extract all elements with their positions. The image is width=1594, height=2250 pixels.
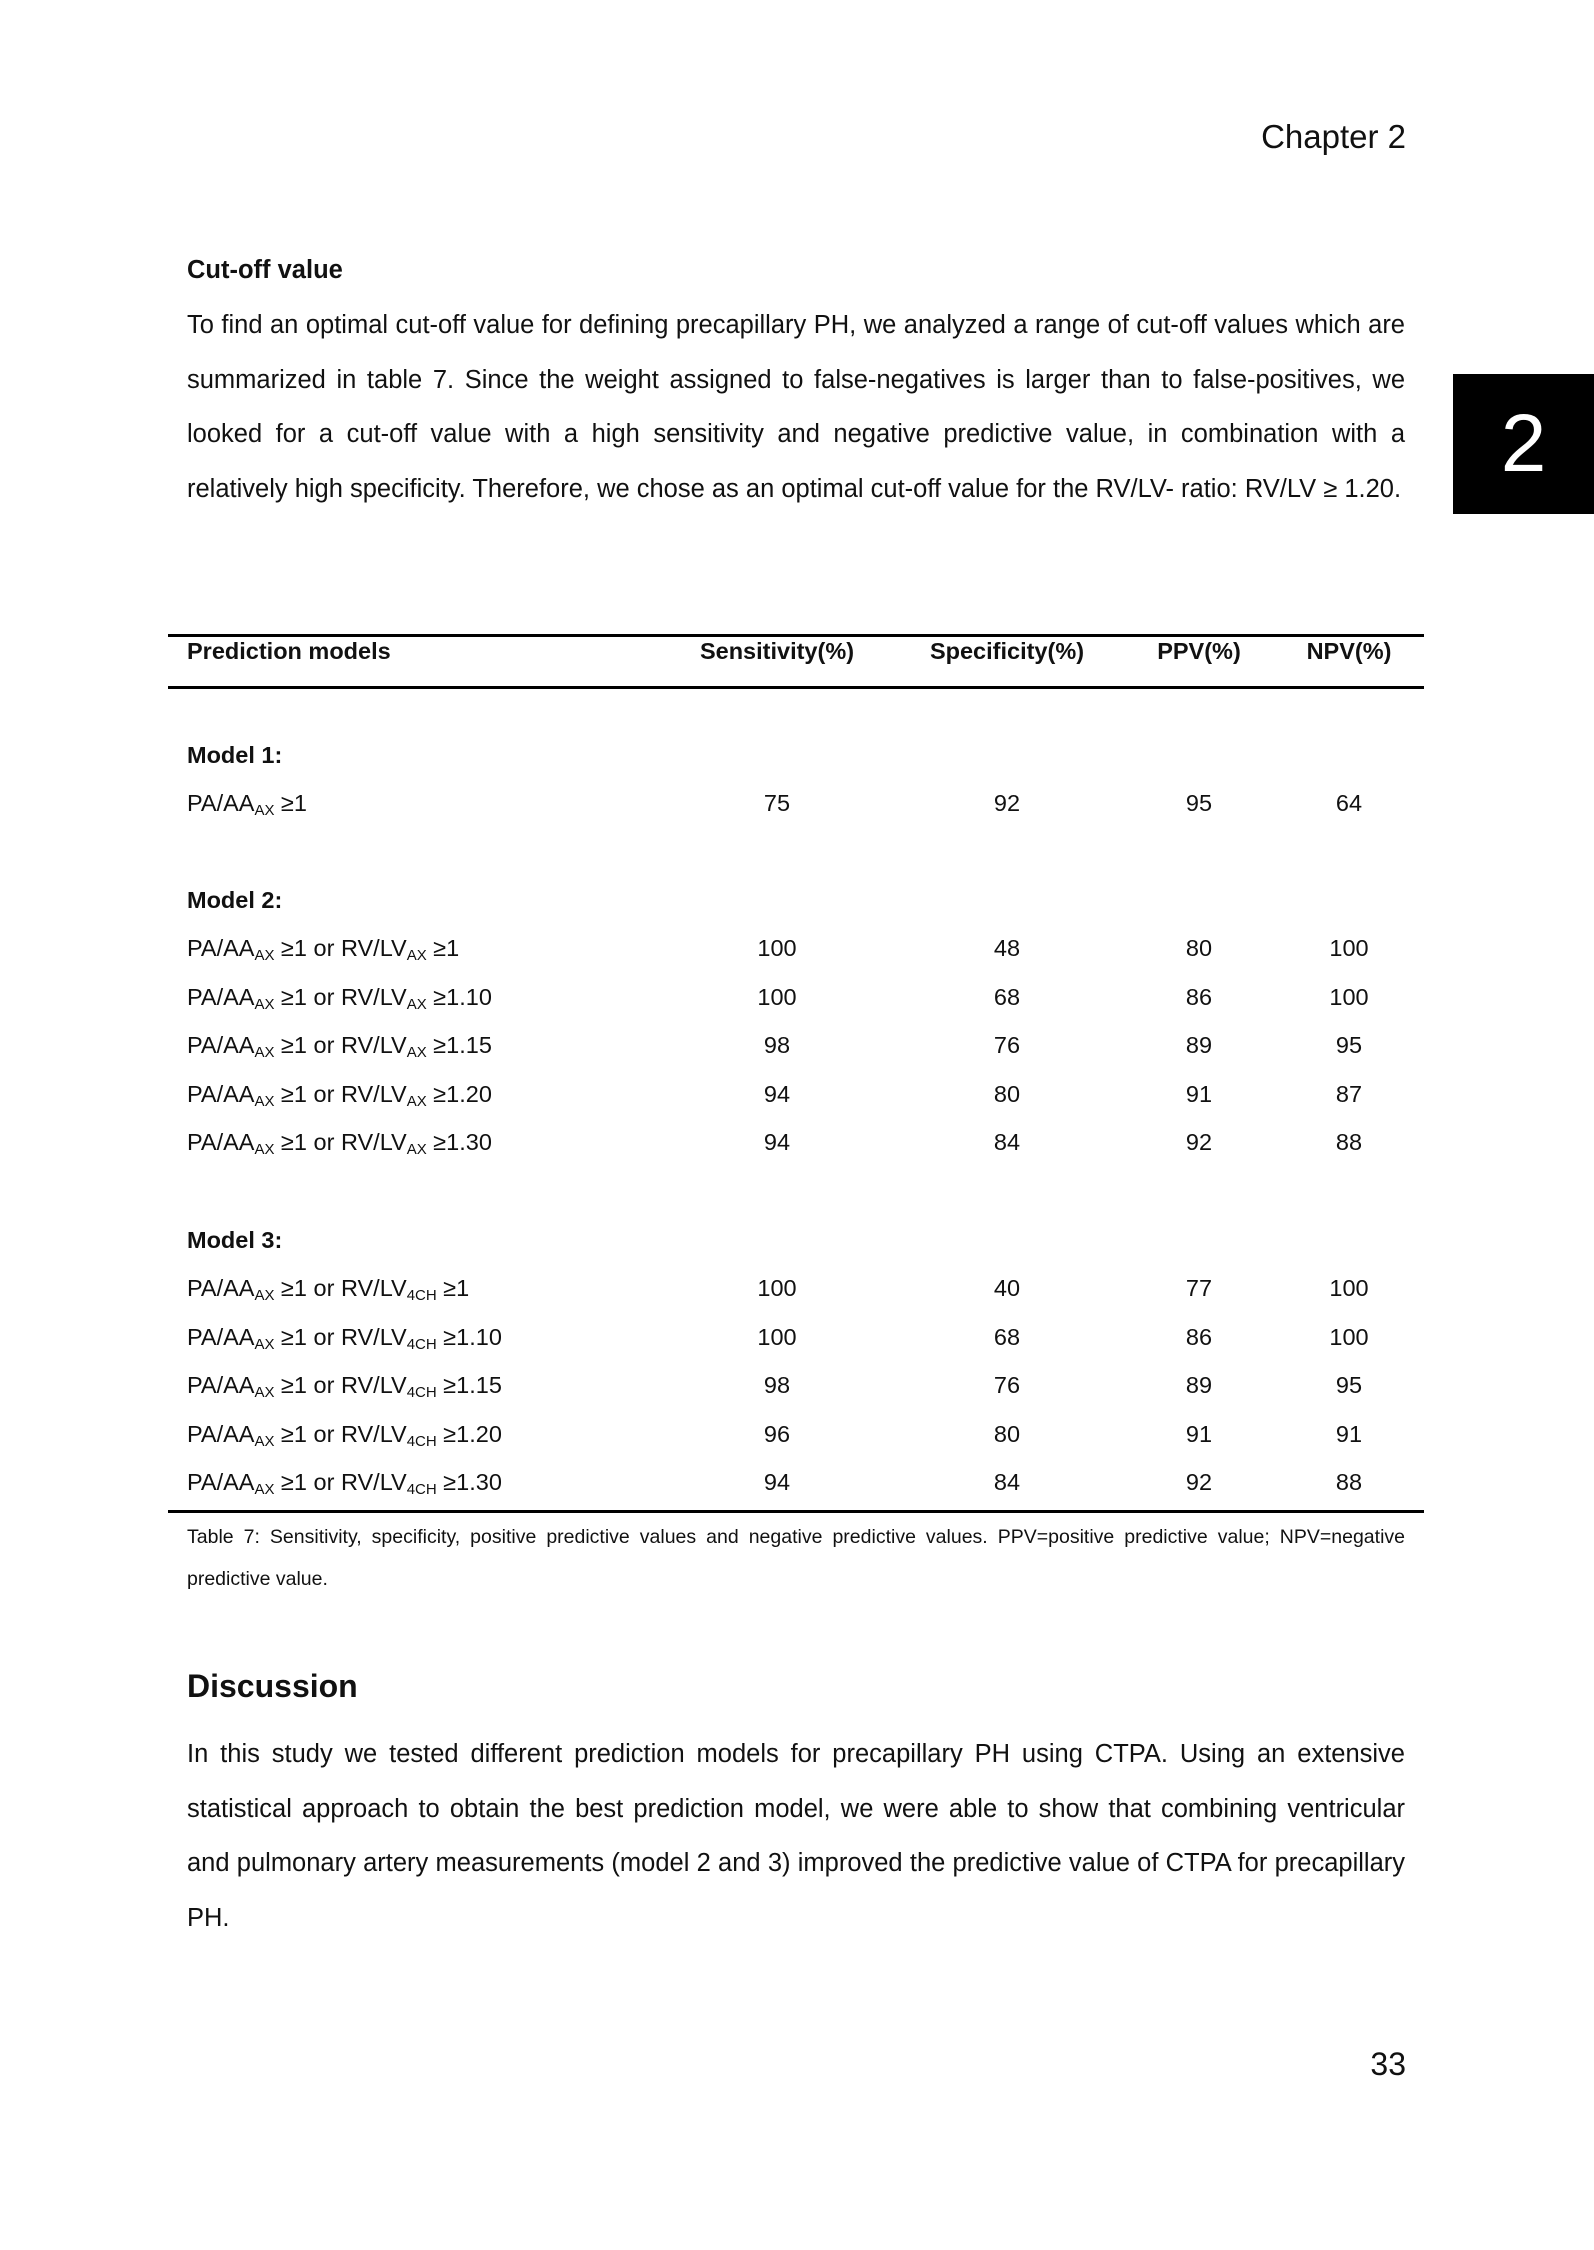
- model-label-pre: PA/AA: [187, 1420, 255, 1447]
- ppv-value: 80: [1185, 935, 1213, 961]
- chapter-header: Chapter 2: [1261, 118, 1406, 155]
- specificity-value: 80: [993, 1080, 1021, 1107]
- model-label-sub1: AX: [254, 947, 275, 964]
- table-header-rule: [168, 686, 1424, 689]
- sensitivity-value: 98: [763, 1032, 791, 1058]
- model-label-mid: ≥1 or RV/LV: [274, 1420, 407, 1447]
- ppv-value: 77: [1185, 1275, 1213, 1301]
- ppv-value: 89: [1185, 1032, 1213, 1058]
- model-label-post: ≥1.30: [436, 1469, 502, 1495]
- model-label-mid: ≥1 or RV/LV: [274, 935, 407, 961]
- npv-value: 64: [1335, 790, 1363, 816]
- sensitivity-value: 94: [763, 1469, 791, 1495]
- table-top-rule: [168, 634, 1424, 637]
- model-label-mid: ≥1 or RV/LV: [274, 1129, 407, 1155]
- ppv-value: 86: [1185, 1323, 1213, 1350]
- model-label-sub2: 4CH: [406, 1335, 437, 1353]
- prediction-model-label: [187, 1275, 469, 1302]
- specificity-value: 76: [993, 1372, 1021, 1398]
- model-label-pre: PA/AA: [187, 790, 255, 816]
- npv-value: 95: [1335, 1032, 1363, 1058]
- sensitivity-value: 100: [757, 935, 797, 961]
- col-header-specificity: Specificity(%): [929, 638, 1085, 664]
- sensitivity-value: 100: [757, 1323, 797, 1350]
- model-group-title: Model 2:: [187, 887, 283, 913]
- specificity-value: 40: [993, 1275, 1021, 1301]
- model-label-pre: PA/AA: [187, 1275, 255, 1301]
- model-label-sub1: AX: [254, 802, 275, 819]
- ppv-value: 92: [1185, 1469, 1213, 1495]
- col-header-npv: NPV(%): [1306, 638, 1392, 664]
- prediction-model-label: [187, 1469, 502, 1496]
- sensitivity-value: 100: [757, 1275, 797, 1301]
- specificity-value: 84: [993, 1129, 1021, 1155]
- col-header-ppv: PPV(%): [1157, 638, 1241, 664]
- ppv-value: 86: [1185, 983, 1213, 1010]
- ppv-value: 91: [1185, 1080, 1213, 1107]
- model-label-mid: ≥1 or RV/LV: [274, 1323, 407, 1350]
- model-group-title: Model 1:: [187, 742, 283, 768]
- specificity-value: 84: [993, 1469, 1021, 1495]
- model-label-pre: PA/AA: [187, 1129, 255, 1155]
- model-label-pre: PA/AA: [187, 1372, 255, 1398]
- model-label-sub1: AX: [254, 1044, 275, 1061]
- sensitivity-value: 94: [763, 1080, 791, 1107]
- table-bottom-rule: [168, 1510, 1424, 1513]
- sensitivity-value: 94: [763, 1129, 791, 1155]
- model-label-post: ≥1.15: [426, 1032, 492, 1058]
- model-label-sub2: AX: [406, 1092, 427, 1110]
- model-label-post: ≥1.20: [426, 1080, 492, 1107]
- prediction-model-label: [187, 790, 307, 817]
- model-label-pre: PA/AA: [187, 1469, 255, 1495]
- prediction-model-label: [187, 984, 492, 1011]
- model-label-sub2: 4CH: [406, 1384, 437, 1401]
- sensitivity-value: 98: [763, 1372, 791, 1398]
- model-label-mid: ≥1 or RV/LV: [274, 1275, 407, 1301]
- model-label-post: ≥1.10: [426, 983, 492, 1010]
- section-heading-cutoff: Cut-off value: [187, 256, 343, 284]
- npv-value: 87: [1335, 1080, 1363, 1107]
- col-header-models: Prediction models: [187, 638, 391, 664]
- specificity-value: 68: [993, 983, 1021, 1010]
- prediction-model-label: [187, 1081, 492, 1108]
- model-label-sub1: AX: [254, 1432, 275, 1450]
- npv-value: 100: [1329, 1275, 1369, 1301]
- ppv-value: 92: [1185, 1129, 1213, 1155]
- prediction-model-label: [187, 1372, 502, 1399]
- prediction-model-label: [187, 1324, 502, 1351]
- ppv-value: 95: [1185, 790, 1213, 816]
- model-group-title: Model 3:: [187, 1227, 283, 1253]
- prediction-model-label: [187, 1421, 502, 1448]
- prediction-model-label: [187, 935, 459, 962]
- model-label-sub1: AX: [254, 1092, 275, 1110]
- npv-value: 100: [1329, 935, 1369, 961]
- model-label-sub2: AX: [406, 947, 427, 964]
- sensitivity-value: 96: [763, 1420, 791, 1447]
- model-label-sub2: 4CH: [406, 1481, 437, 1498]
- model-label-sub2: 4CH: [406, 1432, 437, 1450]
- model-label-post: ≥1.10: [436, 1323, 502, 1350]
- model-label-mid: ≥1: [274, 790, 307, 816]
- model-label-mid: ≥1 or RV/LV: [274, 1032, 407, 1058]
- sensitivity-value: 75: [763, 790, 791, 816]
- specificity-value: 80: [993, 1420, 1021, 1447]
- npv-value: 95: [1335, 1372, 1363, 1398]
- npv-value: 91: [1335, 1420, 1363, 1447]
- discussion-paragraph: In this study we tested different prediction models for precapillary PH using CTPA. Using an extensive statistical approach to obtain the best prediction model, we were able to show that combining ventricular and pulmonary artery measurements (model 2 and 3) improved the predictive value of CTPA for precapillary PH.: [187, 1740, 1405, 1932]
- model-label-post: ≥1.20: [436, 1420, 502, 1447]
- specificity-value: 68: [993, 1323, 1021, 1350]
- model-label-pre: PA/AA: [187, 1080, 255, 1107]
- page-number: 33: [1370, 2046, 1406, 2082]
- model-label-sub1: AX: [254, 995, 275, 1013]
- npv-value: 100: [1329, 983, 1369, 1010]
- model-label-mid: ≥1 or RV/LV: [274, 1372, 407, 1398]
- chapter-tab-marker: 2: [1453, 374, 1594, 514]
- model-label-mid: ≥1 or RV/LV: [274, 983, 407, 1010]
- model-label-post: ≥1: [436, 1275, 470, 1301]
- specificity-value: 92: [993, 790, 1021, 816]
- ppv-value: 89: [1185, 1372, 1213, 1398]
- model-label-sub1: AX: [254, 1335, 275, 1353]
- cutoff-paragraph: To find an optimal cut-off value for defining precapillary PH, we analyzed a range of cut-off values which are summarized in table 7. Since the weight assigned to false-negatives is larger than to false-positives, we looked for a cut-off value with a high sensitivity and negative predictive value, in combination with a relatively high specificity. Therefore, we chose as an optimal cut-off value for the RV/LV- ratio: RV/LV ≥ 1.20.: [187, 311, 1405, 503]
- model-label-sub2: 4CH: [406, 1287, 437, 1304]
- npv-value: 88: [1335, 1129, 1363, 1155]
- model-label-mid: ≥1 or RV/LV: [274, 1080, 407, 1107]
- model-label-pre: PA/AA: [187, 1323, 255, 1350]
- model-label-sub2: AX: [406, 1141, 427, 1158]
- model-label-sub1: AX: [254, 1141, 275, 1158]
- model-label-pre: PA/AA: [187, 935, 255, 961]
- specificity-value: 48: [993, 935, 1021, 961]
- model-label-post: ≥1.30: [426, 1129, 492, 1155]
- npv-value: 100: [1329, 1323, 1369, 1350]
- table-caption: Table 7: Sensitivity, specificity, positive predictive values and negative predictive values. PPV=positive predictive value; NPV=negative predictive value.: [187, 1526, 1405, 1590]
- model-label-sub1: AX: [254, 1481, 275, 1498]
- prediction-model-label: [187, 1032, 492, 1059]
- model-label-mid: ≥1 or RV/LV: [274, 1469, 407, 1495]
- npv-value: 88: [1335, 1469, 1363, 1495]
- model-label-sub1: AX: [254, 1287, 275, 1304]
- ppv-value: 91: [1185, 1420, 1213, 1447]
- model-label-pre: PA/AA: [187, 983, 255, 1010]
- col-header-sensitivity: Sensitivity(%): [699, 638, 855, 664]
- model-label-sub2: AX: [406, 1044, 427, 1061]
- model-label-sub2: AX: [406, 995, 427, 1013]
- specificity-value: 76: [993, 1032, 1021, 1058]
- model-label-post: ≥1: [426, 935, 460, 961]
- model-label-pre: PA/AA: [187, 1032, 255, 1058]
- model-label-sub1: AX: [254, 1384, 275, 1401]
- section-heading-discussion: Discussion: [187, 1668, 358, 1704]
- model-label-post: ≥1.15: [436, 1372, 502, 1398]
- prediction-model-label: [187, 1129, 492, 1156]
- sensitivity-value: 100: [757, 983, 797, 1010]
